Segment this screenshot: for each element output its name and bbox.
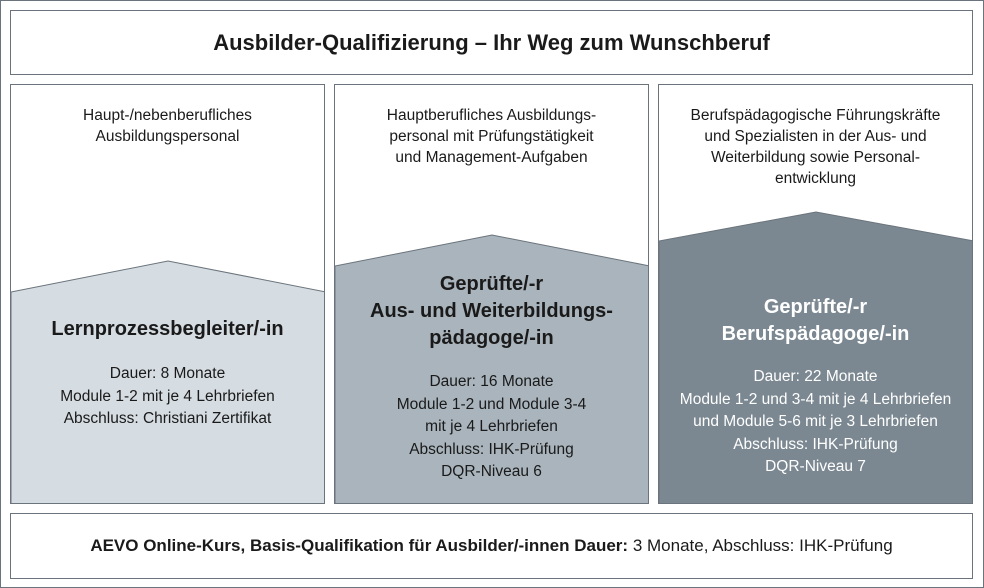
- basis-qualification-footer: [10, 513, 973, 579]
- diagram-title: Ausbilder-Qualifizierung – Ihr Weg zum Wunschberuf: [10, 10, 973, 75]
- audience-text: Hauptberufliches Ausbildungs- personal mit Prüfungstätigkeit und Management-Aufgaben: [386, 107, 597, 166]
- column-aus-und-weiterbildungspaedagoge: [334, 84, 649, 504]
- qualification-details: Dauer: 8 Monate Module 1-2 mit je 4 Lehrbriefen Abschluss: Christiani Zertifikat: [60, 365, 275, 427]
- qualification-content: [659, 294, 972, 479]
- qualification-title: Geprüfte/-r Aus- und Weiterbildungs- pädagoge/-in: [370, 273, 613, 349]
- audience-text: Haupt-/nebenberufliches Ausbildungspersonal: [83, 107, 252, 145]
- qualification-details: Dauer: 22 Monate Module 1-2 und 3-4 mit je 4 Lehrbriefen und Module 5-6 mit je 3 Lehrbriefen Abschluss: IHK-Prüfung DQR-Niveau 7: [679, 368, 952, 475]
- qualification-title: Lernprozessbegleiter/-in: [51, 318, 284, 340]
- qualification-details: Dauer: 16 Monate Module 1-2 und Module 3-4 mit je 4 Lehrbriefen Abschluss: IHK-Prüfung DQR-Niveau 6: [396, 373, 587, 480]
- footer-text: 3 Monate, Abschluss: IHK-Prüfung: [628, 536, 893, 555]
- column-berufspaedagoge: [658, 84, 973, 504]
- column-lernprozessbegleiter: [10, 84, 325, 504]
- qualification-content: [335, 271, 648, 484]
- qualification-content: [11, 316, 324, 431]
- audience-text: Berufspädagogische Führungskräfte und Spezialisten in der Aus- und Weiterbildung sowie Personal- entwicklung: [690, 107, 941, 187]
- footer-bold-text: AEVO Online-Kurs, Basis-Qualifikation für Ausbilder/-innen Dauer:: [90, 536, 629, 555]
- house-shape-level-1: [11, 85, 324, 503]
- qualification-title: Geprüfte/-r Berufspädagoge/-in: [721, 296, 910, 345]
